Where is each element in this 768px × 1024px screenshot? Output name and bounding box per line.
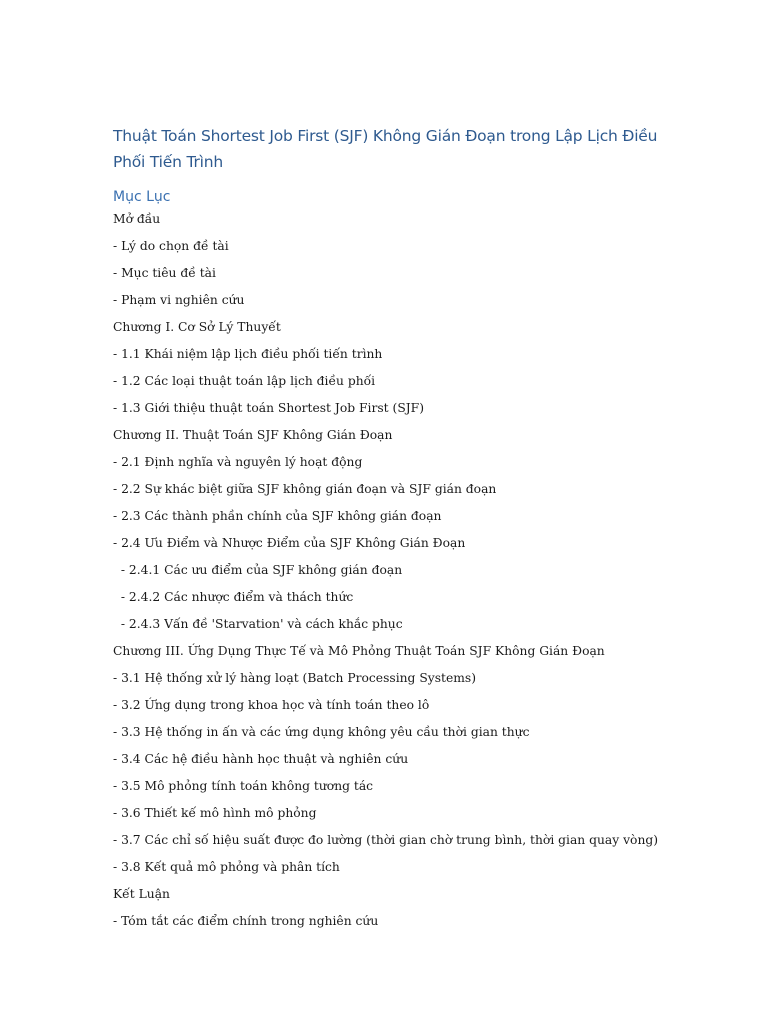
toc-item: Chương III. Ứng Dụng Thực Tế và Mô Phỏng Thuật Toán SJF Không Gián Đoạn <box>113 644 605 658</box>
toc-item: - Phạm vi nghiên cứu <box>113 293 245 307</box>
toc-item: - 3.2 Ứng dụng trong khoa học và tính toán theo lô <box>113 698 430 712</box>
toc-item: Kết Luận <box>113 887 170 901</box>
toc-item: - 1.2 Các loại thuật toán lập lịch điều phối <box>113 374 376 388</box>
toc-item: - 3.4 Các hệ điều hành học thuật và nghiên cứu <box>113 752 409 766</box>
toc-item: - 2.4.2 Các nhược điểm và thách thức <box>113 590 354 604</box>
toc-item: - Mục tiêu đề tài <box>113 266 216 280</box>
toc-item: - 3.1 Hệ thống xử lý hàng loạt (Batch Processing Systems) <box>113 671 477 685</box>
toc-item: - 2.1 Định nghĩa và nguyên lý hoạt động <box>113 455 363 469</box>
toc-item: Mở đầu <box>113 212 161 226</box>
toc-item: - 2.4 Ưu Điểm và Nhược Điểm của SJF Không Gián Đoạn <box>113 536 466 550</box>
toc-item: - 1.3 Giới thiệu thuật toán Shortest Job First (SJF) <box>113 401 425 415</box>
toc-item: - 3.3 Hệ thống in ấn và các ứng dụng không yêu cầu thời gian thực <box>113 725 530 739</box>
toc-item: - 3.8 Kết quả mô phỏng và phân tích <box>113 860 340 874</box>
toc-item: - 3.7 Các chỉ số hiệu suất được đo lường (thời gian chờ trung bình, thời gian quay vòng) <box>113 833 659 847</box>
toc-item: - 2.2 Sự khác biệt giữa SJF không gián đoạn và SJF gián đoạn <box>113 482 497 496</box>
toc-heading: Mục Lục <box>113 189 171 205</box>
toc-item: - 1.1 Khái niệm lập lịch điều phối tiến trình <box>113 347 383 361</box>
toc-item: - 3.5 Mô phỏng tính toán không tương tác <box>113 779 374 793</box>
toc-item: - Tóm tắt các điểm chính trong nghiên cứu <box>113 914 379 928</box>
toc-item: - 2.4.1 Các ưu điểm của SJF không gián đoạn <box>113 563 403 577</box>
toc-item: Chương II. Thuật Toán SJF Không Gián Đoạn <box>113 428 393 442</box>
toc-item: - 2.4.3 Vấn đề 'Starvation' và cách khắc phục <box>113 617 403 631</box>
table-of-contents <box>113 209 733 938</box>
toc-item: - 2.3 Các thành phần chính của SJF không gián đoạn <box>113 509 442 523</box>
toc-item: Chương I. Cơ Sở Lý Thuyết <box>113 320 281 334</box>
document-title: Thuật Toán Shortest Job First (SJF) Không Gián Đoạn trong Lập Lịch Điều Phối Tiến Trình <box>113 127 658 171</box>
toc-item: - Lý do chọn đề tài <box>113 239 229 253</box>
toc-item: - 3.6 Thiết kế mô hình mô phỏng <box>113 806 317 820</box>
